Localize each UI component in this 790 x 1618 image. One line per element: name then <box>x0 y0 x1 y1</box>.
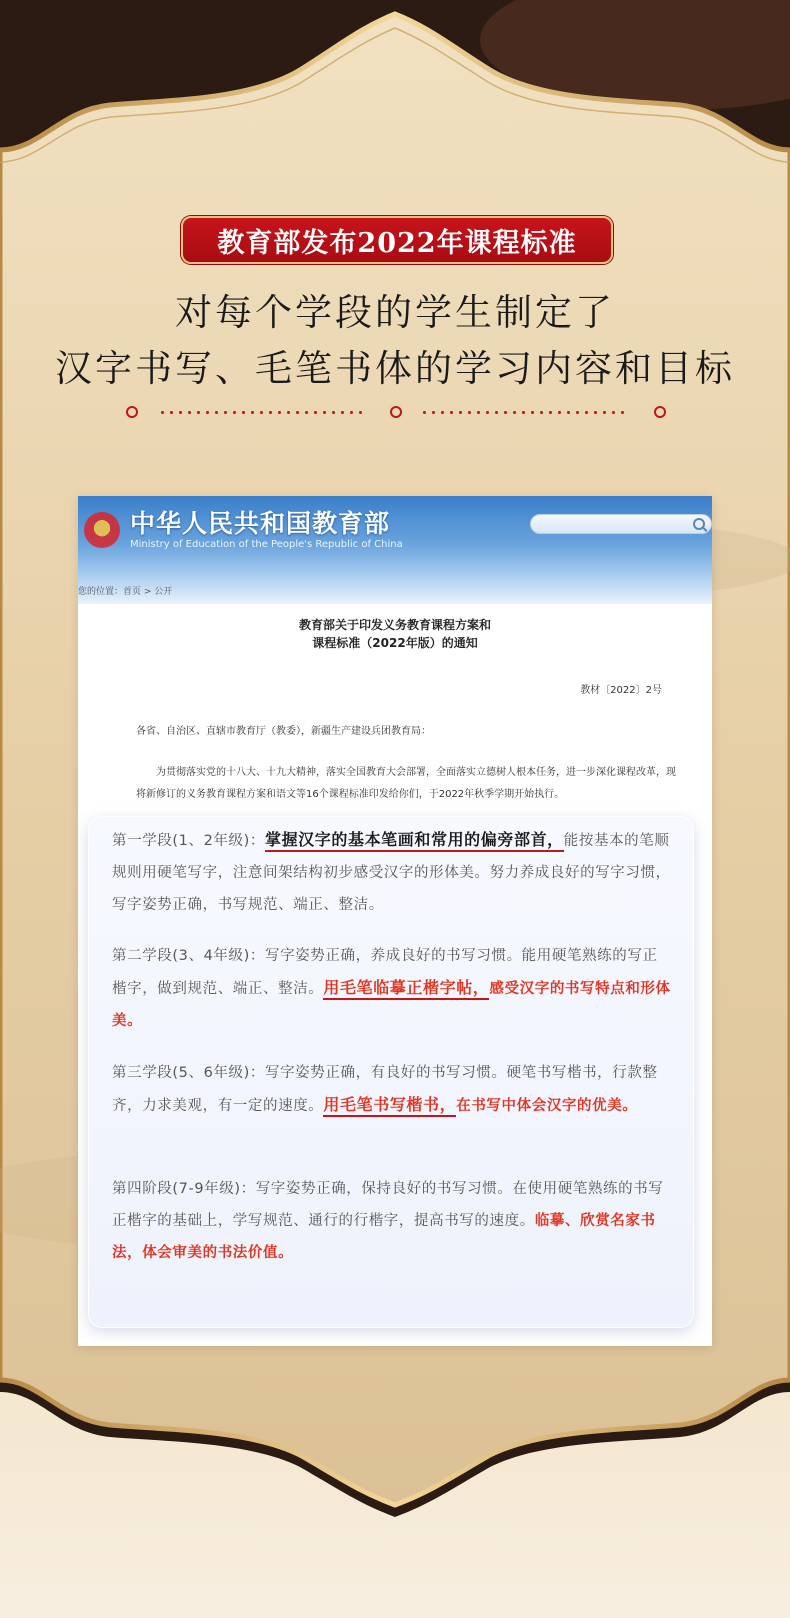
search-input[interactable] <box>530 514 712 534</box>
stage-3-paragraph <box>112 1057 672 1122</box>
stage-tail: 感受汉字的书写特点和形体美。 <box>112 981 671 1029</box>
stage-highlight: 用毛笔临摹正楷字帖， <box>323 978 489 1000</box>
learning-stages-panel <box>88 816 694 1328</box>
stage-4-paragraph <box>112 1173 672 1269</box>
ministry-website-header <box>78 496 712 604</box>
stage-label: 第三学段(5、6年级)： <box>112 1065 265 1081</box>
stage-label: 第一学段(1、2年级)： <box>112 833 265 849</box>
stage-text: 写字姿势正确，保持良好的书写习惯。在使用硬笔熟练的书写正楷字的基础上，学写规范、通行的行楷字，提高书写的速度。 <box>112 1181 664 1229</box>
divider-circle <box>126 406 138 418</box>
stage-label: 第二学段(3、4年级)： <box>112 948 265 964</box>
national-emblem-icon <box>84 512 120 548</box>
divider-dots <box>158 411 368 414</box>
stage-label: 第四阶段(7-9年级)： <box>112 1181 256 1197</box>
stage-tail: 临摹、欣赏名家书法，体会审美的书法价值。 <box>112 1213 656 1261</box>
divider-dots <box>420 411 630 414</box>
divider-circle <box>390 406 402 418</box>
stage-tail: 在书写中体会汉字的优美。 <box>456 1098 638 1114</box>
stage-text: 写字姿势正确，有良好的书写习惯。硬笔书写楷书，行款整齐，力求美观，有一定的速度。 <box>112 1065 658 1114</box>
stage-highlight: 掌握汉字的基本笔画和常用的偏旁部首， <box>265 830 564 852</box>
stage-highlight: 用毛笔书写楷书， <box>323 1095 456 1117</box>
stage-2-paragraph <box>112 940 672 1037</box>
announcement-banner: 教育部发布2022年课程标准 <box>181 216 613 264</box>
ministry-name-en: Ministry of Education of the People's Republic of China <box>130 539 403 550</box>
dotted-divider <box>0 400 790 424</box>
ministry-name-cn: 中华人民共和国教育部 <box>130 509 391 538</box>
document-title-line-1: 教育部关于印发义务教育课程方案和 <box>298 618 491 632</box>
document-number: 教材〔2022〕2号 <box>580 685 662 696</box>
breadcrumb: 您的位置：首页 > 公开 <box>78 587 173 597</box>
document-body: 为贯彻落实党的十八大、十九大精神，落实全国教育大会部署，全面落实立德树人根本任务，进一步深化课程改革，现将新修订的义务教育课程方案和语文等16个课程标准印发给你们，于2022年秋季学期开始执行。 <box>136 767 676 800</box>
search-icon[interactable] <box>693 518 705 530</box>
stage-text: 写字姿势正确，养成良好的书写习惯。能用硬笔熟练的写正楷字，做到规范、端正、整洁。 <box>112 948 658 997</box>
stage-text: 能按基本的笔顺规则用硬笔写字，注意间架结构初步感受汉字的形体美。努力养成良好的写字习惯，写字姿势正确，书写规范、端正、整洁。 <box>112 833 671 913</box>
stage-1-paragraph <box>112 824 672 921</box>
headline-line-2: 汉字书写、毛笔书体的学习内容和目标 <box>55 347 735 390</box>
document-title-line-2: 课程标准（2022年版）的通知 <box>312 636 478 650</box>
document-recipients: 各省、自治区、直辖市教育厅（教委），新疆生产建设兵团教育局： <box>136 726 431 737</box>
divider-circle <box>654 406 666 418</box>
headline-line-1: 对每个学段的学生制定了 <box>175 291 615 334</box>
ministry-document-screenshot <box>78 496 712 1346</box>
